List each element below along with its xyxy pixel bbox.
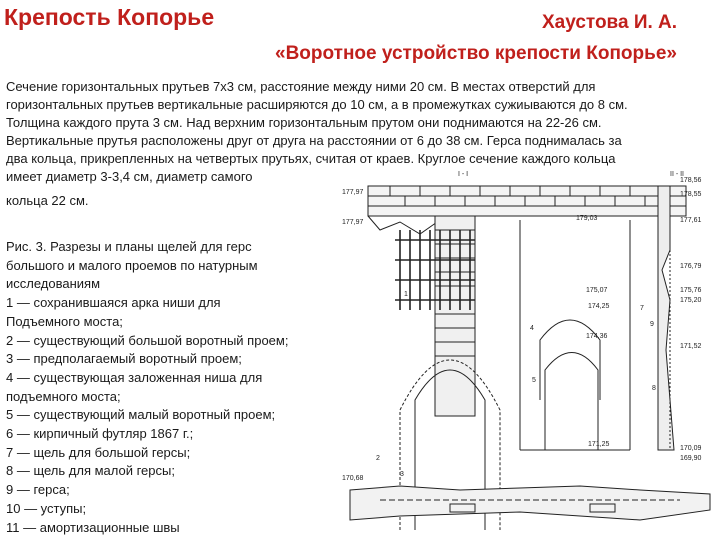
author-name: Хаустова И. А. [542,12,678,33]
presentation-title: Крепость Копорье [4,4,215,30]
elevation-mark: 176,79 [680,263,702,270]
work-title: «Воротное устройство крепости Копорье» [275,43,677,64]
caption-line: подъемного моста; [6,388,121,404]
elevation-mark: 175,76 [680,287,702,294]
section-center [520,220,630,450]
elevation-mark: 170,09 [680,445,702,452]
description-line: горизонтальных прутьев вертикальные расширяются до 10 см, а в промежутках сужиываются до 8 см. [6,97,628,112]
caption-line: Подъемного моста; [6,313,123,329]
callout-number: 8 [652,385,656,392]
section-label: I - I [458,171,469,178]
callout-number: 9 [650,321,654,328]
elevation-mark: 174,25 [588,303,610,310]
elevation-mark: 177,61 [680,217,702,224]
caption-line: 5 — существующий малый воротный проем; [6,407,276,423]
caption-line: 4 — существующая заложенная ниша для [6,369,263,385]
caption-line: Рис. 3. Разрезы и планы щелей для герс [6,239,252,254]
elevation-mark: 170,68 [342,475,364,482]
elevation-mark: 175,20 [680,297,702,304]
elevation-mark: 177,97 [342,189,364,196]
brick-column [435,216,475,416]
elevation-mark: 169,90 [680,455,702,462]
callout-number: 3 [400,471,404,478]
elevation-mark: 179,03 [576,215,598,222]
elevation-mark: 177,97 [342,219,364,226]
section-label: II - II [670,171,684,178]
callout-number: 7 [640,305,644,312]
description-line: Вертикальные прутья расположены друг от друга на расстоянии от 6 до 38 см. Герса поднималась за [6,133,622,148]
caption-line: 3 — предполагаемый воротный проем; [6,351,242,367]
description-line: имеет диаметр 3-3,4 см, диаметр самого [6,169,253,184]
callout-number: 4 [530,325,534,332]
caption-line: 9 — герса; [6,482,70,498]
figure-caption [6,238,336,537]
elevation-mark: 178,55 [680,191,702,198]
elevation-mark: 175,07 [586,287,608,294]
caption-line: 2 — существующий большой воротный проем; [6,332,289,348]
gate-section-drawing [340,160,720,540]
callout-number: 5 [532,377,536,384]
caption-line: 11 — амортизационные швы [6,519,180,535]
description-line: Сечение горизонтальных прутьев 7х3 см, расстояние между ними 20 см. В местах отверстий для [6,79,596,94]
caption-line: 1 — сохранившаяся арка ниши для [6,295,221,311]
caption-line: 8 — щель для малой герсы; [6,463,175,479]
description-line: Толщина каждого прута 3 см. Над верхним горизонтальным прутом они поднимаются на 22-26 см. [6,115,602,130]
elevation-mark: 178,56 [680,177,702,184]
masonry-top [368,186,686,234]
caption-line: 10 — уступы; [6,500,87,516]
elevation-mark: 174,36 [586,333,608,340]
callout-number: 2 [376,455,380,462]
description-line: кольца 22 см. [6,193,89,208]
caption-line: большого и малого проемов по натурным [6,257,258,273]
section-right-profile [658,186,674,450]
description-line: два кольца, прикрепленных на четвертых прутьях, считая от краев. Круглое сечение каждого кольца [6,151,616,166]
caption-line: исследованиям [6,276,101,292]
elevation-mark: 171,52 [680,343,702,350]
caption-line: 6 — кирпичный футляр 1867 г.; [6,426,194,442]
elevation-mark: 171,25 [588,441,610,448]
plan-bottom [350,486,710,520]
callout-number: 1 [404,291,408,298]
caption-line: 7 — щель для большой герсы; [6,444,191,460]
